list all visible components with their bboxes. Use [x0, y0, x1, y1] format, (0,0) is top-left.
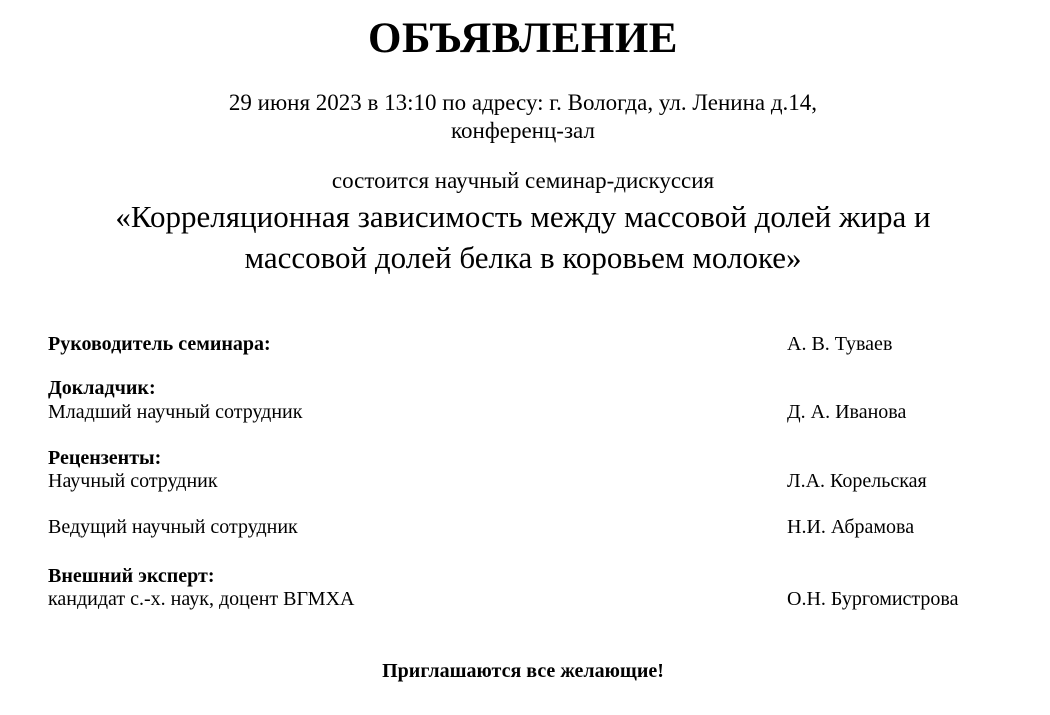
- reviewer-2-position: Ведущий научный сотрудник: [48, 516, 298, 538]
- speaker-heading: Докладчик:: [48, 377, 156, 399]
- seminar-topic-line-1: «Корреляционная зависимость между массовой долей жира и: [115, 199, 931, 234]
- speaker-name: Д. А. Иванова: [787, 401, 907, 423]
- announcement-title: ОБЪЯВЛЕНИЕ: [368, 15, 678, 62]
- reviewer-1-position: Научный сотрудник: [48, 470, 218, 492]
- expert-heading: Внешний эксперт:: [48, 565, 215, 587]
- expert-name: О.Н. Бургомистрова: [787, 588, 959, 610]
- invitation-footer: Приглашаются все желающие!: [382, 660, 664, 682]
- event-date-location-line-2: конференц-зал: [451, 118, 595, 143]
- event-date-location-line-1: 29 июня 2023 в 13:10 по адресу: г. Вологда, ул. Ленина д.14,: [228, 90, 818, 115]
- leader-name: А. В. Туваев: [787, 333, 893, 355]
- reviewer-1-name: Л.А. Корельская: [787, 470, 927, 492]
- leader-label: Руководитель семинара:: [48, 333, 271, 355]
- speaker-position: Младший научный сотрудник: [48, 401, 303, 423]
- reviewers-heading: Рецензенты:: [48, 447, 162, 469]
- event-intro: состоится научный семинар-дискуссия: [331, 168, 715, 193]
- seminar-topic-line-2: массовой долей белка в коровьем молоке»: [244, 240, 802, 275]
- expert-position: кандидат с.-х. наук, доцент ВГМХА: [48, 588, 355, 610]
- reviewer-2-name: Н.И. Абрамова: [787, 516, 915, 538]
